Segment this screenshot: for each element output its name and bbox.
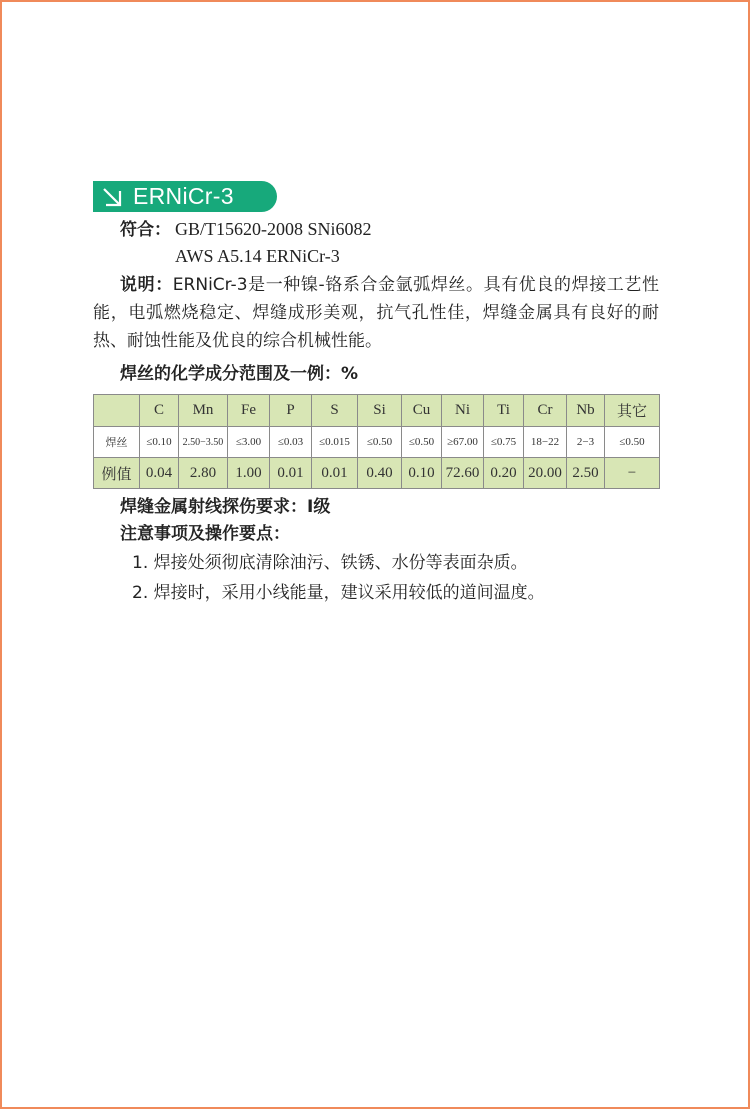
table-cell: ≤0.50: [358, 427, 402, 458]
table-cell: 0.04: [140, 458, 179, 489]
section-heading: [93, 181, 277, 212]
table-header-cell: Cr: [524, 395, 567, 427]
table-header-cell: S: [312, 395, 358, 427]
radiography-requirement: 焊缝金属射线探伤要求：Ⅰ级: [120, 497, 331, 517]
table-cell: 0.40: [358, 458, 402, 489]
table-header-cell: Nb: [567, 395, 605, 427]
notes-title: 注意事项及操作要点：: [120, 524, 290, 544]
table-cell: ≤0.50: [402, 427, 442, 458]
table-row: [94, 427, 660, 458]
table-cell: 2−3: [567, 427, 605, 458]
row-label: 例值: [94, 458, 140, 489]
table-header-cell: P: [270, 395, 312, 427]
table-cell: 72.60: [442, 458, 484, 489]
conforms-standard-1: GB/T15620-2008 SNi6082: [175, 219, 372, 239]
note-item: 2. 焊接时，采用小线能量，建议采用较低的道间温度。: [132, 583, 545, 603]
table-cell: ≤0.50: [605, 427, 660, 458]
table-cell: −: [605, 458, 660, 489]
table-cell: 0.10: [402, 458, 442, 489]
table-cell: ≥67.00: [442, 427, 484, 458]
conforms-label: 符合：: [120, 220, 171, 240]
table-cell: 0.01: [312, 458, 358, 489]
table-cell: ≤0.75: [484, 427, 524, 458]
arrow-down-right-icon: [101, 186, 123, 208]
table-cell: ≤0.015: [312, 427, 358, 458]
table-cell: 20.00: [524, 458, 567, 489]
table-header-cell: C: [140, 395, 179, 427]
table-cell: ≤0.10: [140, 427, 179, 458]
table-cell: 1.00: [228, 458, 270, 489]
description-label: 说明：: [120, 275, 173, 295]
note-item: 1. 焊接处须彻底清除油污、铁锈、水份等表面杂质。: [132, 553, 528, 573]
table-header-cell: [94, 395, 140, 427]
description-paragraph: [93, 271, 659, 355]
table-cell: ≤3.00: [228, 427, 270, 458]
table-header-cell: 其它: [605, 395, 660, 427]
table-row: [94, 458, 660, 489]
description-text: ERNiCr-3是一种镍-铬系合金氩弧焊丝。具有优良的焊接工艺性能，电弧燃烧稳定、焊缝成形美观，抗气孔性佳，焊缝金属具有良好的耐热、耐蚀性能及优良的综合机械性能。: [93, 275, 659, 351]
table-cell: 0.01: [270, 458, 312, 489]
section-title: ERNiCr-3: [133, 183, 234, 209]
table-cell: 2.80: [179, 458, 228, 489]
table-header-cell: Fe: [228, 395, 270, 427]
composition-title: 焊丝的化学成分范围及一例：%: [120, 364, 359, 384]
table-cell: 0.20: [484, 458, 524, 489]
table-header-cell: Cu: [402, 395, 442, 427]
row-label: 焊丝: [94, 427, 140, 458]
conforms-standard-2: AWS A5.14 ERNiCr-3: [175, 246, 340, 266]
table-header-cell: Mn: [179, 395, 228, 427]
table-cell: 2.50−3.50: [179, 427, 228, 458]
table-header-row: [94, 395, 660, 427]
table-header-cell: Ti: [484, 395, 524, 427]
table-header-cell: Si: [358, 395, 402, 427]
table-cell: 18−22: [524, 427, 567, 458]
table-cell: 2.50: [567, 458, 605, 489]
table-header-cell: Ni: [442, 395, 484, 427]
composition-table: [93, 394, 660, 489]
table-cell: ≤0.03: [270, 427, 312, 458]
